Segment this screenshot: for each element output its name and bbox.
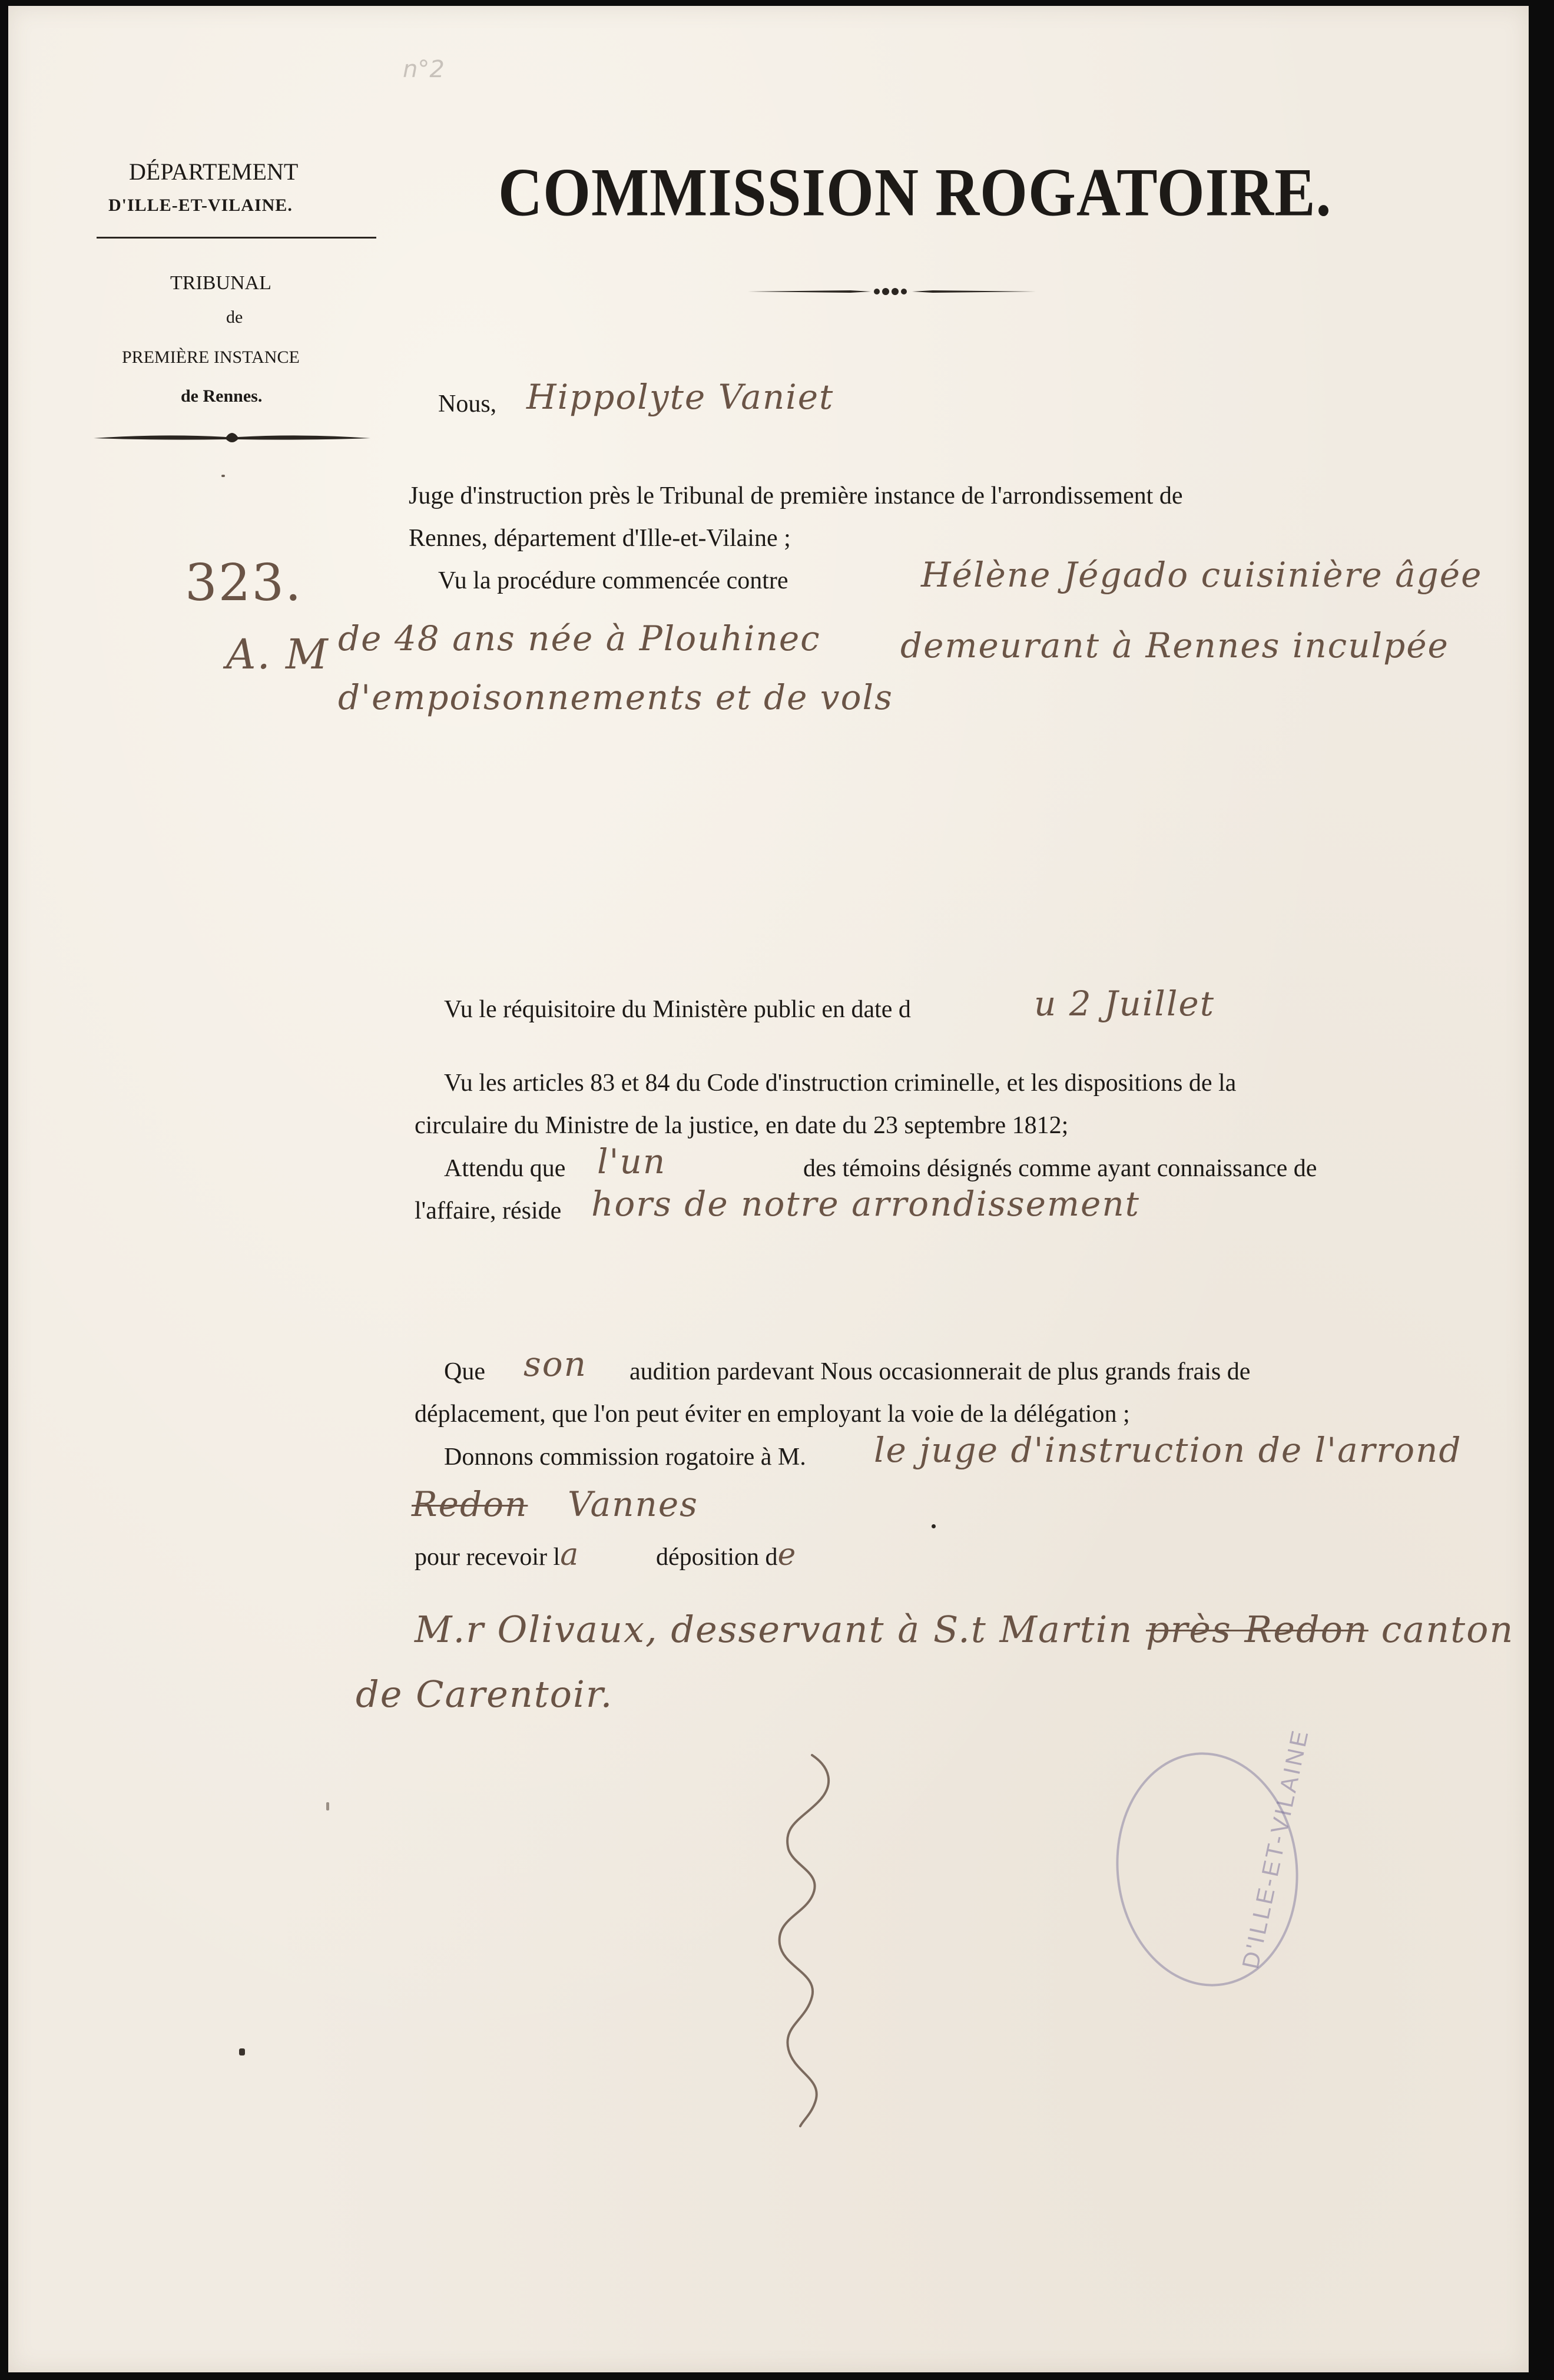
accused-line1: Hélène Jégado cuisinière âgée bbox=[921, 555, 1483, 595]
recevoir-text: pour recevoir l bbox=[415, 1544, 561, 1571]
paper-speck bbox=[221, 475, 225, 477]
juge-line1: Juge d'instruction près le Tribunal de première instance de l'arrondissement de bbox=[409, 482, 1183, 509]
page-title: COMMISSION ROGATOIRE. bbox=[498, 154, 1332, 231]
signature-flourish bbox=[747, 1749, 853, 2132]
title-ornament bbox=[744, 283, 1039, 300]
accused-line2b: demeurant à Rennes inculpée bbox=[900, 625, 1449, 666]
accused-line2a: de 48 ans née à Plouhinec bbox=[338, 618, 821, 658]
header-rule bbox=[97, 237, 376, 239]
document-page bbox=[8, 6, 1529, 2372]
juge-line2: Rennes, département d'Ille-et-Vilaine ; bbox=[409, 525, 791, 552]
donnons-label: Donnons commission rogatoire à M. bbox=[444, 1444, 806, 1471]
paper-speck bbox=[932, 1524, 936, 1528]
articles-line2: circulaire du Ministre de la justice, en date du 23 septembre 1812; bbox=[415, 1112, 1069, 1139]
donnons-value-struck: Redon bbox=[412, 1484, 528, 1524]
que-label: Que bbox=[444, 1358, 485, 1385]
department-line2: D'ILLE-ET-VILAINE. bbox=[108, 196, 293, 215]
requisitoire-date: u 2 Juillet bbox=[1034, 984, 1215, 1024]
procedure-label: Vu la procédure commencée contre bbox=[438, 567, 788, 594]
attendu-value: l'un bbox=[597, 1141, 667, 1181]
que-value: son bbox=[523, 1344, 588, 1384]
attendu-label: Attendu que bbox=[444, 1155, 566, 1182]
audition-rest: audition pardevant Nous occasionnerait de plus grands frais de bbox=[629, 1358, 1251, 1385]
nous-label: Nous, bbox=[438, 390, 497, 418]
witness-line2: de Carentoir. bbox=[356, 1673, 614, 1716]
deposition-label bbox=[656, 1537, 797, 1573]
tribunal-line2: de bbox=[226, 307, 243, 327]
margin-initials: A. M bbox=[226, 630, 329, 678]
accused-line3: d'empoisonnements et de vols bbox=[338, 677, 893, 717]
margin-number: 323. bbox=[185, 554, 303, 613]
header-flourish bbox=[91, 425, 373, 449]
pencil-reference: n°2 bbox=[403, 56, 445, 83]
articles-line1: Vu les articles 83 et 84 du Code d'instruction criminelle, et les dispositions de la bbox=[444, 1070, 1237, 1097]
witness-part1: M.r Olivaux, desservant à S.t Martin bbox=[415, 1608, 1134, 1651]
deposition-text: déposition d bbox=[656, 1544, 778, 1571]
recevoir-label bbox=[415, 1537, 579, 1573]
tribunal-line3: PREMIÈRE INSTANCE bbox=[122, 347, 300, 367]
recevoir-article: a bbox=[560, 1537, 580, 1573]
deplacement-line: déplacement, que l'on peut éviter en employant la voie de la délégation ; bbox=[415, 1401, 1130, 1428]
witness-part2: canton bbox=[1381, 1608, 1515, 1651]
witness-struck: près Redon bbox=[1145, 1608, 1369, 1651]
affaire-value: hors de notre arrondissement bbox=[591, 1184, 1140, 1224]
stamp-text: D'ILLE-ET-VILAINE bbox=[1237, 1726, 1314, 1971]
witness-line1 bbox=[415, 1608, 1514, 1651]
judge-name: Hippolyte Vaniet bbox=[526, 377, 834, 417]
donnons-value-cont: Vannes bbox=[568, 1484, 698, 1524]
donnons-value: le juge d'instruction de l'arrond bbox=[874, 1430, 1462, 1470]
attendu-rest: des témoins désignés comme ayant connaissance de bbox=[803, 1155, 1317, 1182]
tribunal-line1: TRIBUNAL bbox=[170, 272, 271, 294]
deposition-article: e bbox=[777, 1537, 797, 1573]
paper-speck bbox=[239, 2048, 245, 2055]
affaire-label: l'affaire, réside bbox=[415, 1197, 562, 1224]
department-line1: DÉPARTEMENT bbox=[129, 158, 299, 185]
tribunal-line4: de Rennes. bbox=[181, 386, 263, 406]
official-stamp bbox=[1105, 1726, 1314, 1995]
paper-speck bbox=[326, 1802, 329, 1810]
requisitoire-label: Vu le réquisitoire du Ministère public en date d bbox=[444, 996, 911, 1023]
